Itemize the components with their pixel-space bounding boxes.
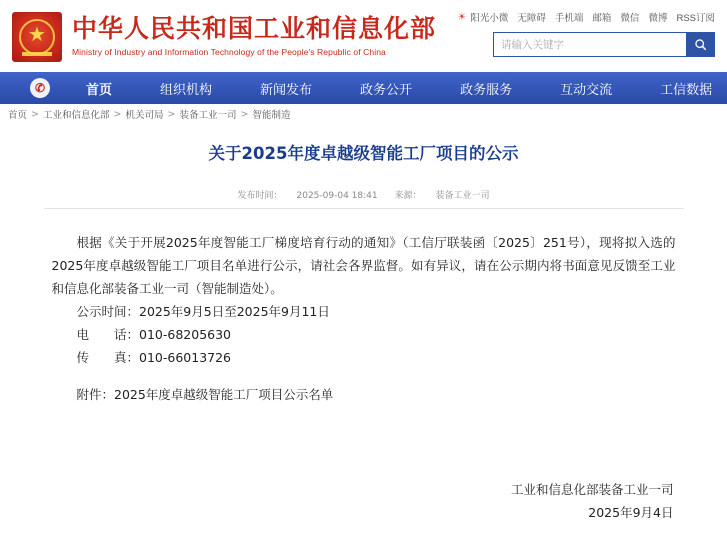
- source-label: 来源：: [394, 191, 422, 201]
- search-button[interactable]: [686, 33, 714, 56]
- nav-item-news[interactable]: 新闻发布: [260, 82, 313, 98]
- search-icon: [694, 38, 707, 51]
- utility-nav: [457, 10, 715, 24]
- breadcrumb-separator: >: [240, 108, 249, 120]
- site-title-en: Ministry of Industry and Information Technology of the People's Republic of China: [72, 47, 386, 57]
- breadcrumb-item-ministry[interactable]: 工业和信息化部: [42, 110, 110, 121]
- breadcrumb-item-equipment-industry-dept[interactable]: 装备工业一司: [179, 110, 237, 121]
- telephone-value: 010-68205630: [139, 327, 232, 342]
- nav-item-government-services[interactable]: 政务服务: [460, 82, 513, 98]
- nav-item-interaction[interactable]: 互动交流: [560, 82, 613, 98]
- article-attachment-link[interactable]: 附件：2025年度卓越级智能工厂项目公示名单: [76, 387, 334, 402]
- main-navigation: [0, 72, 727, 104]
- utility-nav-item-mobile[interactable]: 手机端: [554, 13, 584, 24]
- article-meta: [44, 188, 684, 209]
- article: [44, 124, 684, 524]
- national-emblem-icon: ★: [12, 12, 62, 62]
- fax-value: 010-66013726: [139, 350, 232, 365]
- publish-time-label: 发布时间：: [237, 191, 283, 201]
- spacer: [52, 369, 676, 383]
- article-signature: [44, 478, 684, 524]
- fax-label: 传 真：: [76, 350, 140, 365]
- publish-time-value: 2025-09-04 18:41: [296, 191, 378, 201]
- article-body: [44, 231, 684, 406]
- breadcrumb: [0, 104, 727, 124]
- site-title-block: [72, 14, 436, 57]
- site-header: [0, 0, 727, 72]
- utility-nav-item-sunshine[interactable]: 阳光小微: [470, 13, 509, 24]
- breadcrumb-item-current: 智能制造: [252, 110, 291, 121]
- signature-date: 2025年9月4日: [588, 505, 674, 520]
- source-value: 装备工业一司: [435, 191, 490, 201]
- utility-nav-item-accessibility[interactable]: 无障碍: [517, 13, 546, 24]
- utility-nav-item-mail[interactable]: 邮箱: [592, 13, 612, 24]
- nav-item-industry-data[interactable]: 工信数据: [660, 82, 713, 98]
- sun-icon: ☀: [457, 11, 467, 23]
- ministry-logo-icon: ✆: [30, 78, 50, 98]
- utility-nav-item-weibo[interactable]: 微博: [648, 13, 668, 24]
- article-telephone: [52, 323, 676, 346]
- search-input[interactable]: [494, 33, 686, 56]
- nav-item-home[interactable]: 首页: [86, 82, 113, 98]
- telephone-label: 电 话：: [76, 327, 140, 342]
- nav-item-government-affairs-disclosure[interactable]: 政务公开: [360, 82, 413, 98]
- signature-organization: 工业和信息化部装备工业一司: [510, 482, 674, 497]
- breadcrumb-separator: >: [113, 108, 122, 120]
- nav-item-organization[interactable]: 组织机构: [160, 82, 213, 98]
- breadcrumb-separator: >: [31, 108, 39, 120]
- breadcrumb-item-departments[interactable]: 机关司局: [125, 110, 164, 121]
- site-title-cn: 中华人民共和国工业和信息化部: [72, 14, 437, 43]
- article-fax: [52, 346, 676, 369]
- utility-nav-item-wechat[interactable]: 微信: [620, 13, 640, 24]
- article-notice-period: 公示时间：2025年9月5日至2025年9月11日: [76, 304, 330, 319]
- search-box: [493, 32, 715, 57]
- breadcrumb-item-home[interactable]: 首页: [8, 110, 28, 121]
- article-paragraph-1: 根据《关于开展2025年度智能工厂梯度培育行动的通知》（工信厅联装函〔2025〕251号），现将拟入选的2025年度卓越级智能工厂项目名单进行公示，请社会各界监督。如有异议，请在公示期内将书面意见反馈至工业和信息化部装备工业一司（智能制造处）。: [51, 235, 676, 296]
- page-title: 关于2025年度卓越级智能工厂项目的公示: [208, 144, 519, 163]
- breadcrumb-separator: >: [167, 108, 176, 120]
- utility-nav-item-rss[interactable]: RSS订阅: [676, 13, 715, 24]
